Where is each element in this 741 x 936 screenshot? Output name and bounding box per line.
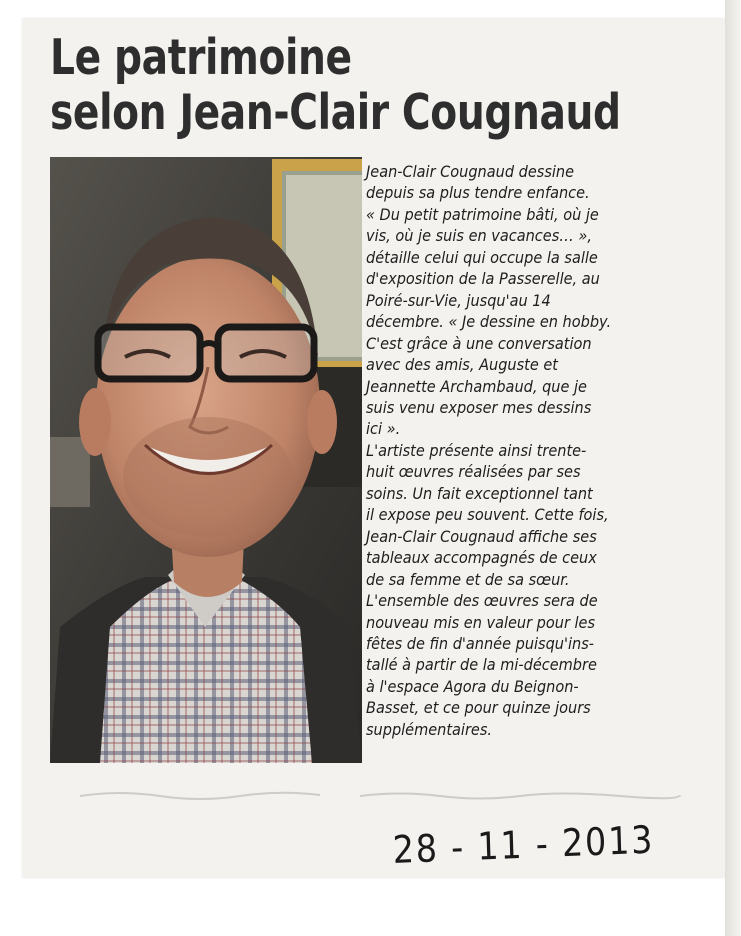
- scan-edge: [725, 0, 741, 936]
- text-line: d'exposition de la Passerelle, au: [366, 270, 600, 289]
- text-line: Jean-Clair Cougnaud affiche ses: [366, 527, 597, 546]
- article-paragraph-2: [366, 441, 692, 591]
- text-line: tallé à partir de la mi-décembre: [366, 656, 597, 675]
- text-line: soins. Un fait exceptionnel tant: [366, 484, 593, 503]
- headline-line-2: selon Jean-Clair Cougnaud: [50, 84, 621, 141]
- portrait-photo: [50, 157, 362, 763]
- text-line: huit œuvres réalisées par ses: [366, 463, 581, 482]
- handwritten-date-month: 11: [476, 822, 525, 869]
- text-line: Jean-Clair Cougnaud dessine: [366, 163, 575, 181]
- text-line: supplémentaires.: [366, 720, 493, 739]
- date-separator: -: [535, 821, 551, 867]
- article-body: [366, 162, 716, 741]
- text-line: L'ensemble des œuvres sera de: [366, 592, 598, 611]
- text-line: il expose peu souvent. Cette fois,: [366, 506, 609, 525]
- text-line: Poiré-sur-Vie, jusqu'au 14: [366, 291, 551, 310]
- headline: [50, 29, 621, 141]
- text-line: tableaux accompagnés de ceux: [366, 549, 597, 568]
- text-line: L'artiste présente ainsi trente-: [366, 441, 587, 460]
- article-paragraph-1: [366, 162, 692, 441]
- text-line: depuis sa plus tendre enfance.: [366, 184, 590, 203]
- text-line: fêtes de fin d'année puisqu'ins-: [366, 634, 595, 653]
- article-paragraph-3: [366, 591, 692, 741]
- handwritten-date-year: 2013: [561, 817, 655, 866]
- text-line: Jeannette Archambaud, que je: [366, 377, 587, 396]
- date-separator: -: [450, 825, 466, 870]
- text-line: C'est grâce à une conversation: [366, 334, 592, 353]
- text-line: ici ».: [366, 420, 401, 439]
- reverse-side-bleed-through: [60, 786, 700, 804]
- handwritten-date-day: 28: [392, 826, 440, 872]
- text-line: détaille celui qui occupe la salle: [366, 248, 598, 267]
- portrait-illustration: [50, 157, 362, 763]
- headline-line-1: Le patrimoine: [50, 29, 352, 86]
- text-line: suis venu exposer mes dessins: [366, 398, 592, 417]
- text-line: de sa femme et de sa sœur.: [366, 570, 570, 589]
- text-line: Basset, et ce pour quinze jours: [366, 699, 591, 718]
- text-line: à l'espace Agora du Beignon-: [366, 677, 579, 696]
- text-line: nouveau mis en valeur pour les: [366, 613, 596, 632]
- text-line: « Du petit patrimoine bâti, où je: [366, 205, 599, 224]
- text-line: décembre. « Je dessine en hobby.: [366, 313, 612, 332]
- text-line: vis, où je suis en vacances… »,: [366, 227, 592, 246]
- text-line: avec des amis, Auguste et: [366, 356, 558, 375]
